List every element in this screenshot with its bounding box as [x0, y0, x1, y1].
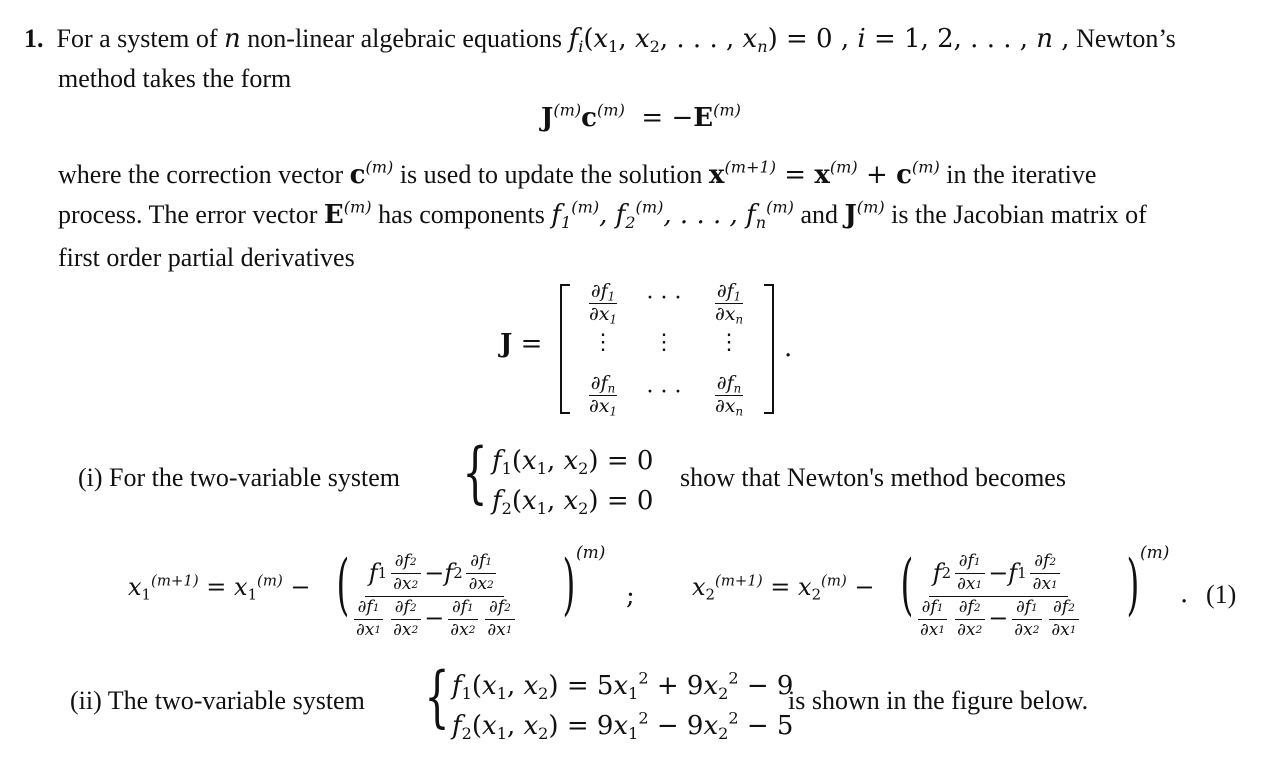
- part-ii-label: (ii) The two-variable system: [70, 686, 365, 715]
- intro-line-2: method takes the form: [58, 64, 292, 93]
- x1-update-fraction: f 1 ∂f 2 ∂x 2 − f 2 ∂f 1 ∂x 2 ∂f 1 ∂x 1 ∂f 2 ∂x 2 − ∂f 1 ∂x 2 ∂f 2 ∂x 1: [346, 553, 522, 639]
- intro-text-3: Newton’s: [1076, 24, 1176, 53]
- part-i-eq-1: $f_1(x_1$, $x_2) = 0$: [492, 446, 654, 478]
- x1-update-lhs: $x_1^{(m+1)} = x_1^{(m)}$ −: [128, 571, 311, 604]
- part-i-label: (i) For the two-variable system: [78, 463, 401, 492]
- part-ii-brace: {: [424, 658, 450, 735]
- where-line-1: where the correction vector $c^{(m)}$ is used to update the solution $x^{(m+1)} = x^{(m)} + c^{(m)}$ in the iterative: [58, 157, 1097, 190]
- part-ii-eq-2: $f_2(x_1$, $x_2) = 9x_1^2 - 9x_2^2 - 5$: [452, 708, 794, 743]
- newton-equation: $J^{(m)}c^{(m)} = -E^{(m)}$: [541, 100, 741, 133]
- part-i-brace: {: [462, 434, 488, 511]
- part-i-tail: show that Newton's method becomes: [680, 463, 1066, 492]
- problem-number: 1: [24, 24, 37, 53]
- separator: ;: [626, 581, 635, 611]
- problem-intro-line: 1. For a system of n non-linear algebraic equations $f_i(x_1$, $x_2$, . . . , $x_n) = 0$ , i = 1, 2, . . . , n , Newton’s: [24, 24, 1176, 56]
- intro-text-2: non-linear algebraic equations: [247, 24, 563, 53]
- where-line-3: first order partial derivatives: [58, 243, 355, 272]
- x2-update-lhs: $x_2^{(m+1)} = x_2^{(m)}$ −: [692, 571, 875, 604]
- where-line-2: process. The error vector $E^{(m)}$ has components $f_1^{(m)}$, $f_2^{(m)}$, . . . , $f_n^{(m)}$ and $J^{(m)}$ is the Jacobian matrix of: [58, 197, 1147, 232]
- part-ii-eq-1: $f_1(x_1$, $x_2) = 5x_1^2 + 9x_2^2 - 9$: [452, 668, 794, 703]
- intro-text-1: For a system of: [56, 24, 218, 53]
- part-i-eq-2: $f_2(x_1$, $x_2) = 0$: [492, 486, 654, 518]
- equation-number: (1): [1206, 580, 1237, 609]
- part-ii-tail: is shown in the figure below.: [788, 686, 1089, 715]
- x2-update-fraction: f 2 ∂f 1 ∂x 1 − f 1 ∂f 2 ∂x 1 ∂f 1 ∂x 1 ∂f 2 ∂x 2 − ∂f 1 ∂x 2 ∂f 2 ∂x 1: [910, 553, 1086, 639]
